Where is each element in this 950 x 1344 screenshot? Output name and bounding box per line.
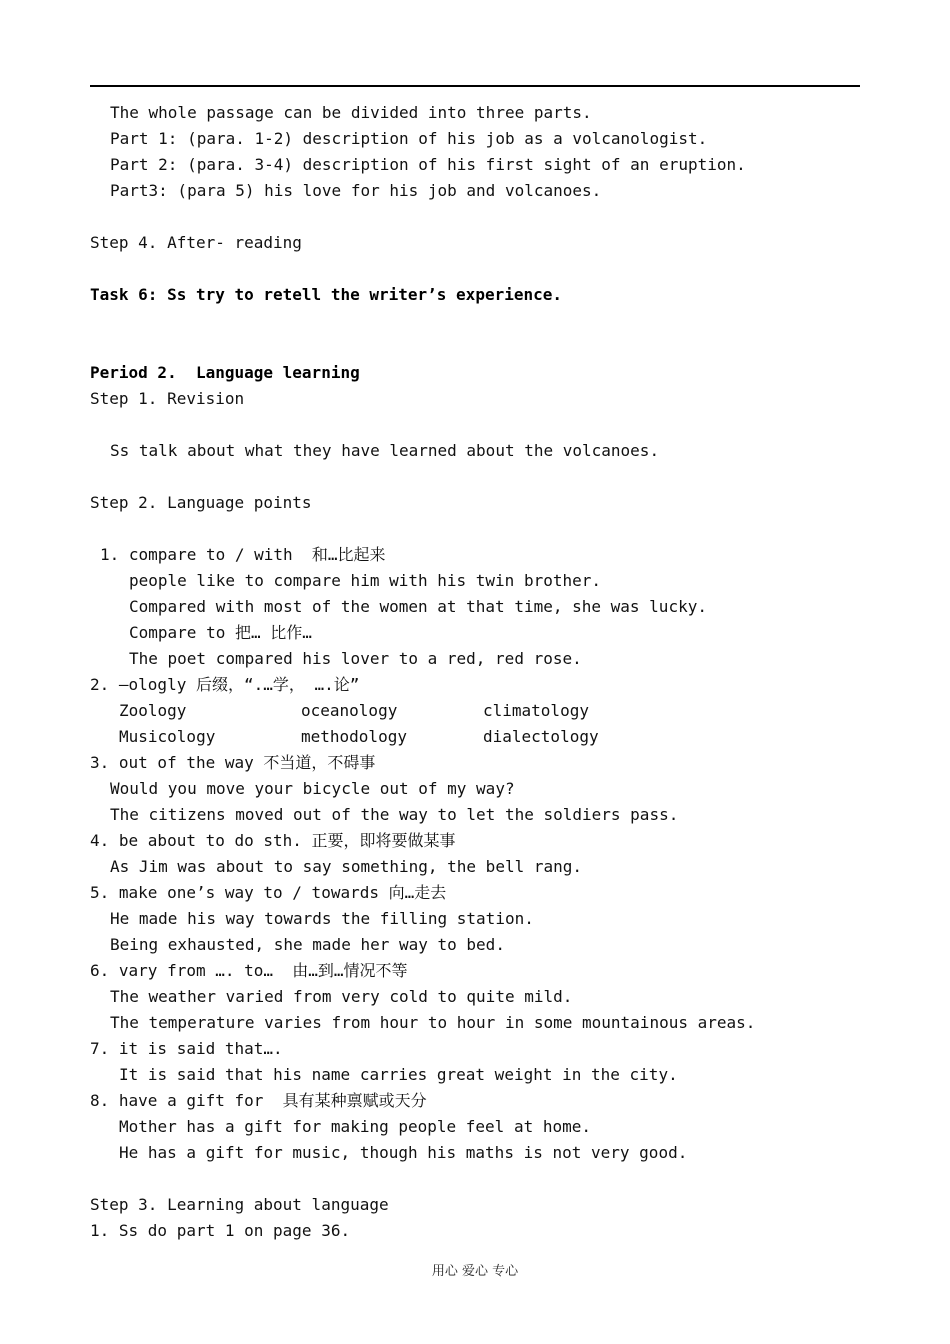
word-item: Zoology	[119, 701, 187, 720]
point-8: 8. have a gift for 具有某种禀赋或天分	[90, 1091, 427, 1110]
point-5-example: He made his way towards the filling station.	[110, 909, 534, 928]
step4-heading: Step 4. After- reading	[90, 233, 302, 252]
point-1-example: Compared with most of the women at that time, she was lucky.	[129, 597, 707, 616]
page-footer: 用心 爱心 专心	[431, 1264, 519, 1279]
word-item: methodology	[301, 727, 407, 746]
point-3-example: The citizens moved out of the way to let the soldiers pass.	[110, 805, 679, 824]
point-3-example: Would you move your bicycle out of my way?	[110, 779, 515, 798]
point-5-example: Being exhausted, she made her way to bed.	[110, 935, 505, 954]
step2-heading: Step 2. Language points	[90, 493, 312, 512]
point-1: 1. compare to / with 和…比起来	[100, 545, 386, 564]
point-5: 5. make one’s way to / towards 向…走去	[90, 883, 447, 902]
part3-line: Part3: (para 5) his love for his job and volcanoes.	[110, 181, 602, 200]
point-4-example: As Jim was about to say something, the bell rang.	[110, 857, 583, 876]
point-2: 2. –ologly 后缀，“.…学， ….论”	[90, 675, 360, 694]
point-6-example: The temperature varies from hour to hour in some mountainous areas.	[110, 1013, 756, 1032]
point-6: 6. vary from …. to… 由…到…情况不等	[90, 961, 408, 980]
point-1-example: The poet compared his lover to a red, red rose.	[129, 649, 582, 668]
intro-line: The whole passage can be divided into three parts.	[110, 103, 592, 122]
part2-line: Part 2: (para. 3-4) description of his first sight of an eruption.	[110, 155, 746, 174]
part1-line: Part 1: (para. 1-2) description of his job as a volcanologist.	[110, 129, 708, 148]
word-item: Musicology	[119, 727, 216, 746]
step1-heading: Step 1. Revision	[90, 389, 245, 408]
step1-text: Ss talk about what they have learned about the volcanoes.	[110, 441, 660, 460]
word-item: dialectology	[483, 727, 599, 746]
point-3: 3. out of the way 不当道，不碍事	[90, 753, 376, 772]
point-8-example: He has a gift for music, though his maths is not very good.	[119, 1143, 688, 1162]
word-item: climatology	[483, 701, 589, 720]
point-4: 4. be about to do sth. 正要，即将要做某事	[90, 831, 456, 850]
point-8-example: Mother has a gift for making people feel at home.	[119, 1117, 592, 1136]
point-7-example: It is said that his name carries great weight in the city.	[119, 1065, 678, 1084]
period2-title: Period 2. Language learning	[90, 363, 360, 382]
point-1-example: people like to compare him with his twin brother.	[129, 571, 602, 590]
point-7: 7. it is said that….	[90, 1039, 283, 1058]
step3-heading: Step 3. Learning about language	[90, 1195, 389, 1214]
step3-item: 1. Ss do part 1 on page 36.	[90, 1221, 351, 1240]
header-rule	[90, 85, 860, 87]
word-item: oceanology	[301, 701, 398, 720]
point-1-subpoint: Compare to 把… 比作…	[129, 623, 312, 642]
point-6-example: The weather varied from very cold to quite mild.	[110, 987, 573, 1006]
task6-heading: Task 6: Ss try to retell the writer’s experience.	[90, 285, 563, 304]
